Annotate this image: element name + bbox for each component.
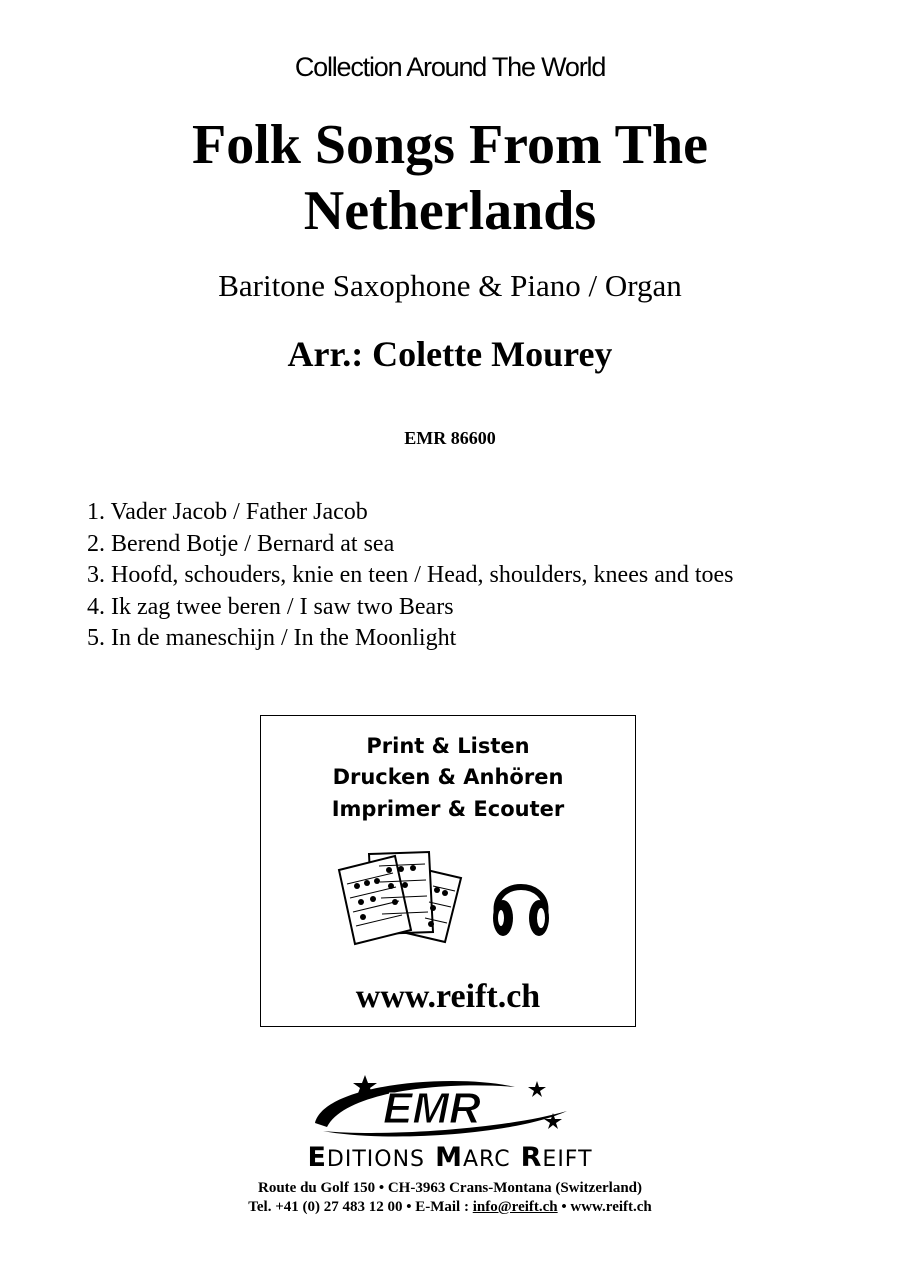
series-title: Collection Around The World: [294, 52, 606, 82]
list-item: 3. Hoofd, schouders, knie en teen / Head, shoulders, knees and toes: [87, 562, 734, 588]
title-line-2: Netherlands: [303, 180, 597, 242]
list-item: 2. Berend Botje / Bernard at sea: [87, 530, 395, 557]
instrumentation: Baritone Saxophone & Piano / Organ: [218, 268, 682, 303]
arranger: Arr.: Colette Mourey: [287, 334, 613, 374]
list-item: 4. Ik zag twee beren / I saw two Bears: [87, 593, 454, 620]
publisher-contact: Tel. +41 (0) 27 483 12 00 • E-Mail : info@reift.ch • www.reift.ch: [248, 1199, 652, 1215]
catalog-number: EMR 86600: [404, 428, 496, 448]
promo-line-en: Print & Listen: [366, 734, 530, 758]
promo-line-fr: Imprimer & Ecouter: [331, 797, 565, 821]
title-line-1: Folk Songs From The: [191, 114, 709, 176]
emr-logo: [305, 1073, 575, 1143]
email-link[interactable]: info@reift.ch: [472, 1199, 558, 1215]
publisher-name: EDITIONS MARC REIFT: [307, 1142, 593, 1173]
print-listen-box: [260, 715, 636, 1027]
list-item: 1. Vader Jacob / Father Jacob: [87, 499, 368, 525]
logo-text: EMR: [383, 1084, 481, 1133]
promo-line-de: Drucken & Anhören: [332, 765, 564, 789]
publisher-address: Route du Golf 150 • CH-3963 Crans-Montana (Switzerland): [258, 1180, 642, 1196]
song-list: [87, 497, 734, 655]
list-item: 5. In de maneschijn / In the Moonlight: [87, 625, 457, 651]
page-title: [0, 112, 900, 244]
sheet-music-icon: [333, 846, 465, 946]
headphones-icon: [489, 862, 553, 942]
website-url: www.reift.ch: [355, 978, 541, 1015]
